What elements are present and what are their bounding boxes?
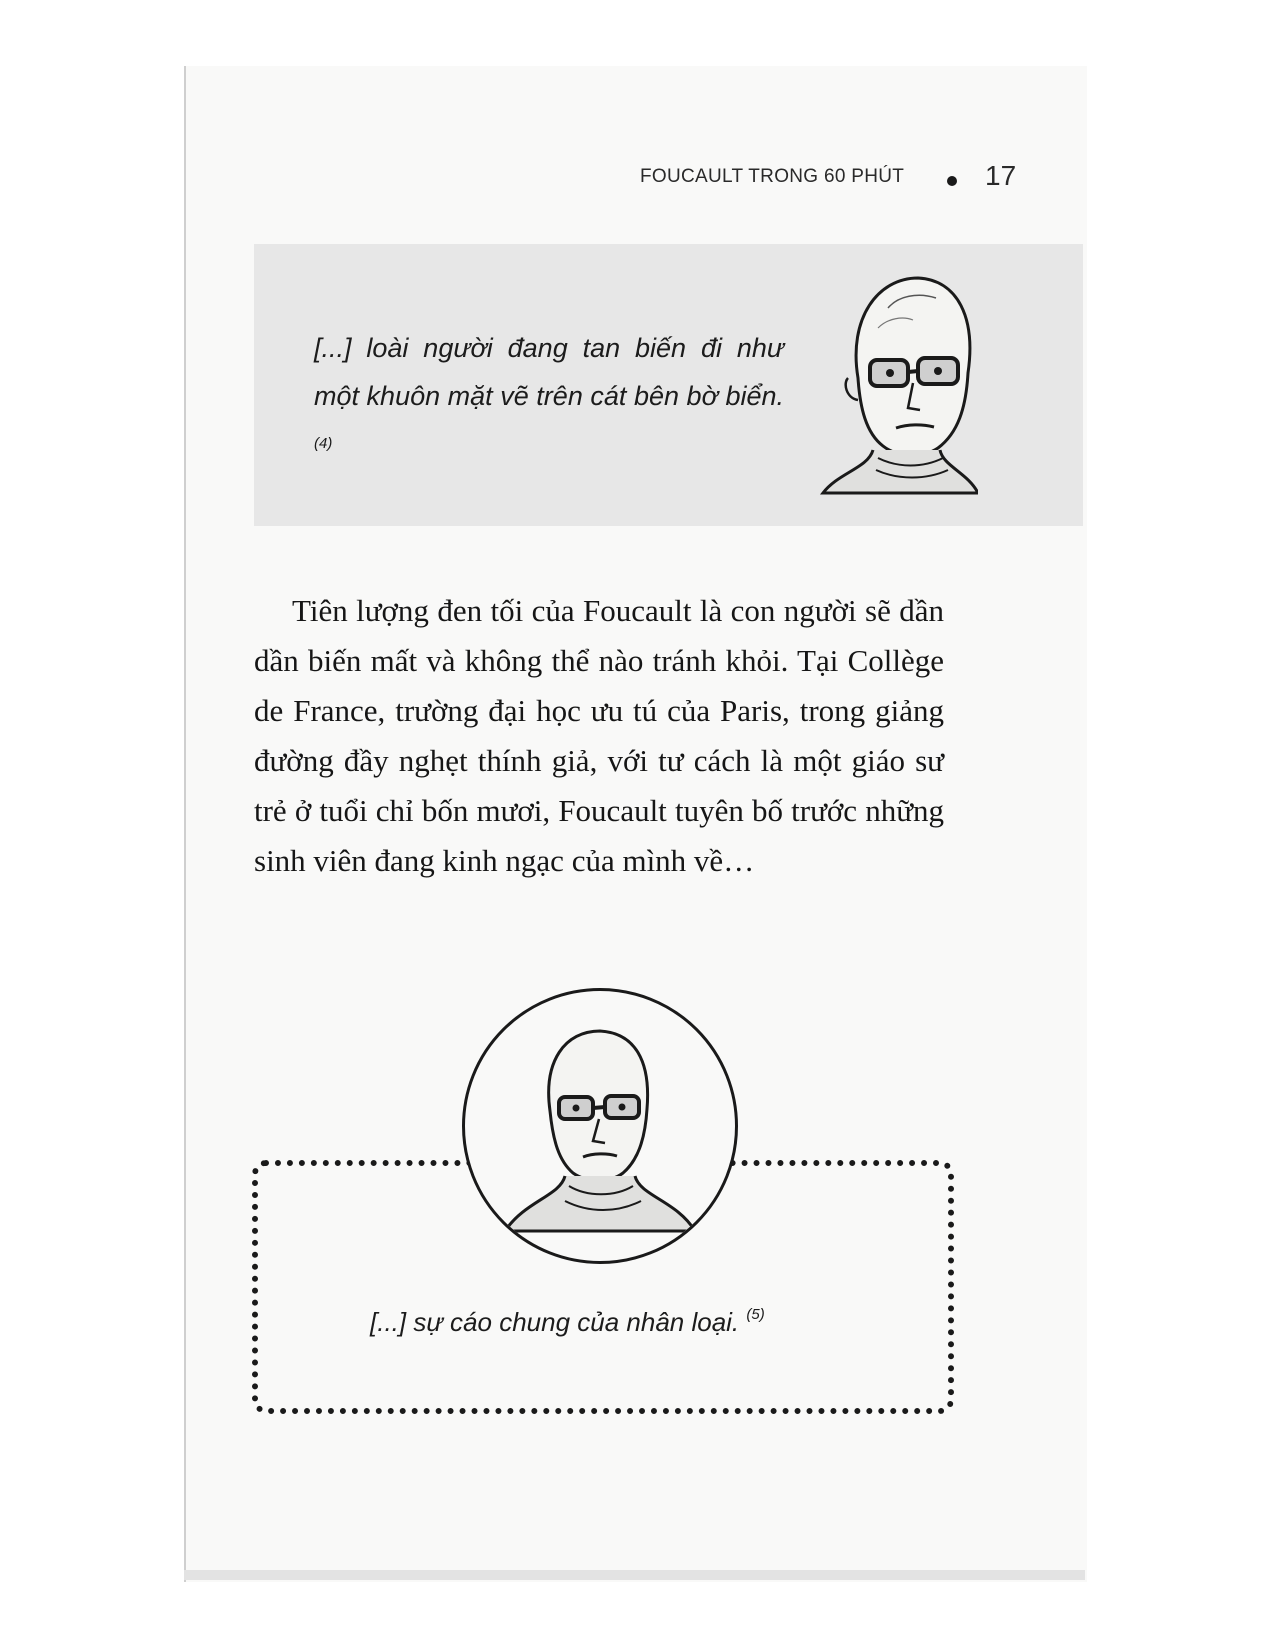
- foucault-portrait-icon: [465, 991, 735, 1261]
- running-header: [640, 162, 1020, 202]
- quote-bottom: [370, 1306, 850, 1338]
- page-bottom-edge: [184, 1570, 1085, 1580]
- quote-top-text: [...] loài người đang tan biến đi như một khuôn mặt vẽ trên cát bên bờ biển.: [314, 333, 784, 411]
- portrait-circle: [462, 988, 738, 1264]
- foucault-portrait-icon: [818, 268, 978, 498]
- running-title: FOUCAULT TRONG 60 PHÚT: [640, 166, 905, 187]
- footnote-4: (4): [314, 435, 333, 452]
- quote-top: [314, 324, 784, 475]
- quote-bottom-text: [...] sự cáo chung của nhân loại.: [370, 1307, 740, 1337]
- body-paragraph: Tiên lượng đen tối của Foucault là con người sẽ dần dần biến mất và không thể nào tránh khỏi. Tại Collège de France, trường đại học ưu tú của Paris, trong giảng đường đầy nghẹt thính giả, với tư cách là một giáo sư trẻ ở tuổi chỉ bốn mươi, Foucault tuyên bố trước những sinh viên đang kinh ngạc của mình về…: [254, 593, 944, 878]
- page-number: 17: [985, 160, 1017, 191]
- footnote-5: (5): [746, 1306, 765, 1323]
- bullet-separator: [947, 176, 957, 186]
